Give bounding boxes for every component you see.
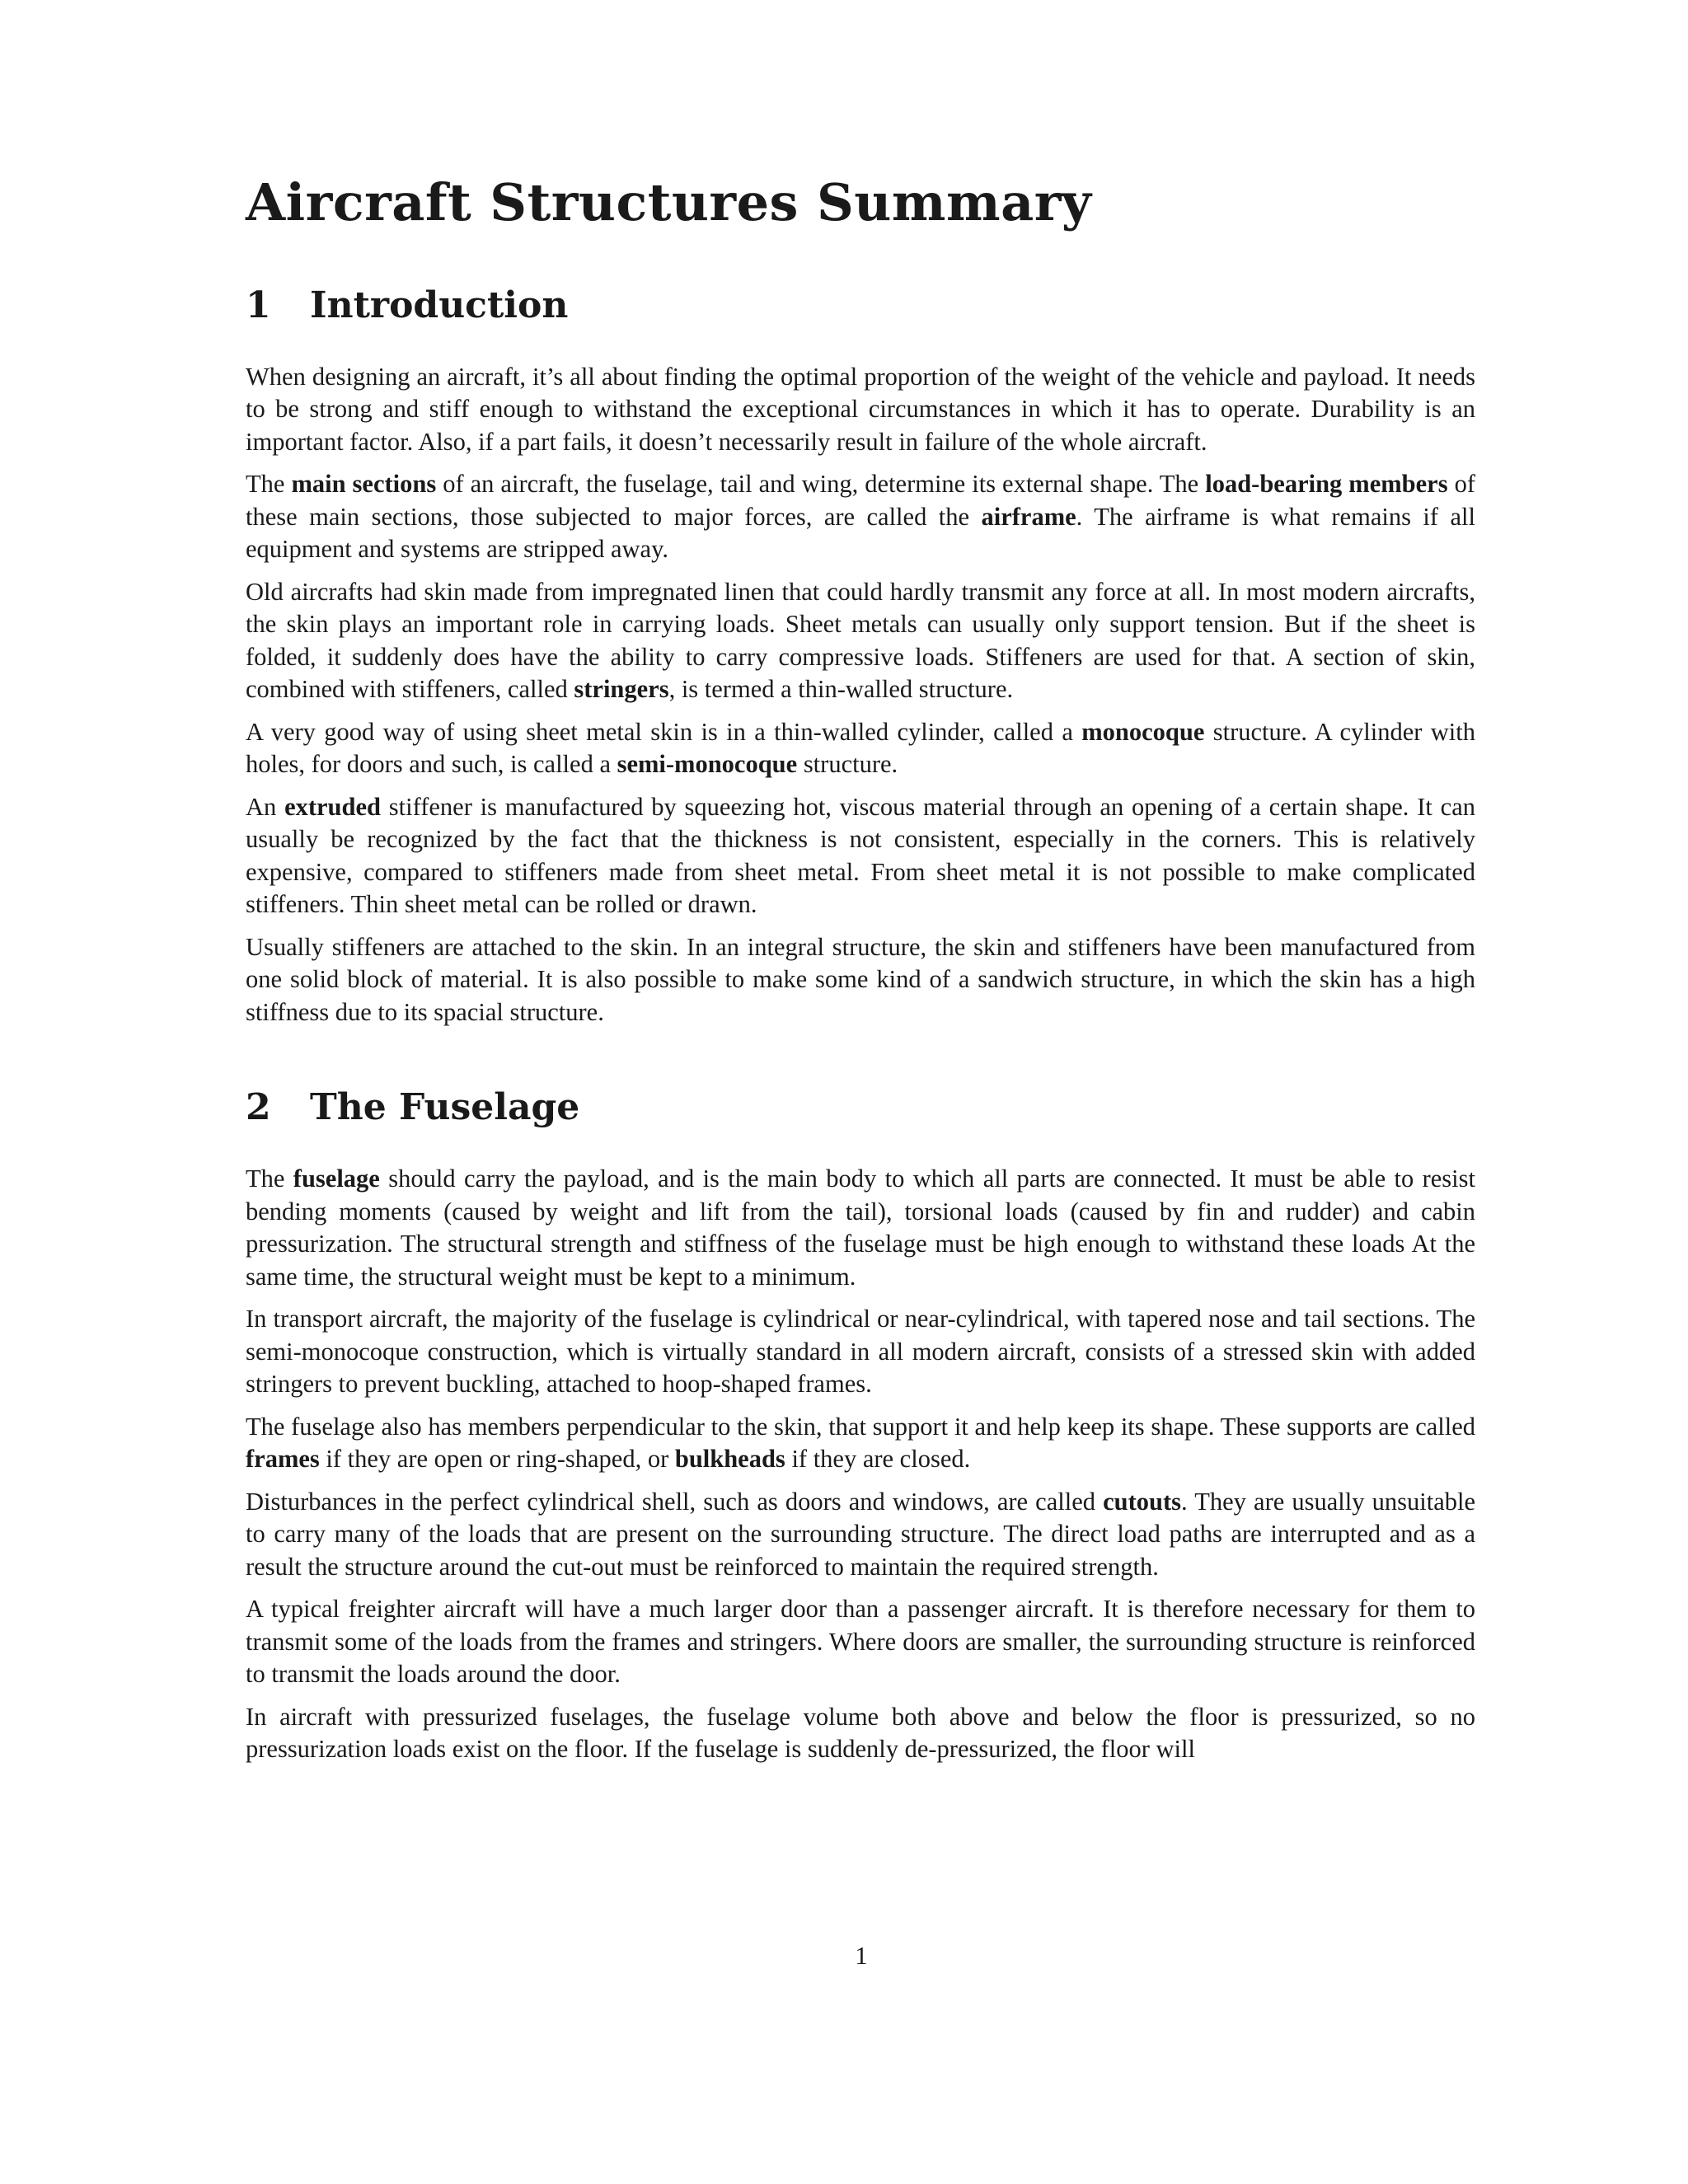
text-run: , is termed a thin-walled structure. [668,675,1014,704]
text-run: The fuselage also has members perpendicular to the skin, that support it and help keep its shape. These supports are called [246,1412,1475,1441]
paragraph [246,1303,1475,1401]
text-run: An [246,792,285,821]
bold-term: frames [246,1445,320,1474]
text-run: should carry the payload, and is the main body to which all parts are connected. It must be able to resist bending moments (caused by weight and lift from the tail), torsional loads (caused by fin and rudder) and cabin pressurization. The structural strength and stiffness of the fuselage must be high enough to withstand these loads At the same time, the structural weight must be kept to a minimum. [246,1165,1475,1291]
text-run: Usually stiffeners are attached to the skin. In an integral structure, the skin and stiffeners have been manufactured from one solid block of material. It is also possible to make some kind of a sandwich structure, in which the skin has a high stiffness due to its spacial structure. [246,932,1475,1026]
paragraph [246,361,1475,459]
section-title: The Fuselage [310,1086,580,1129]
paragraph [246,931,1475,1029]
bold-term: bulkheads [674,1445,785,1474]
text-run: . The airframe is what remains if all equipment and systems are stripped away. [246,502,1475,564]
text-run: structure. A cylinder with holes, for doors and such, is called a [246,717,1475,779]
paragraph [246,716,1475,781]
text-run: A typical freighter aircraft will have a much larger door than a passenger aircraft. It is therefore necessary for them to transmit some of the loads from the frames and stringers. Where doors are smaller, the surrounding structure is reinforced to transmit the loads around the door. [246,1595,1475,1689]
bold-term: load-bearing members [1205,470,1448,499]
paragraph [246,1411,1475,1476]
bold-term: stringers [574,675,669,704]
section-number: 1 [246,284,271,326]
text-run: A very good way of using sheet metal skin is in a thin-walled cylinder, called a [246,717,1082,746]
section-title: Introduction [310,284,569,326]
paragraph [246,1486,1475,1584]
bold-term: main sections [291,470,437,499]
text-run: stiffener is manufactured by squeezing hot, viscous material through an opening of a certain shape. It can usually be recognized by the fact that the thickness is not consistent, especially in the corners. This is relatively expensive, compared to stiffeners made from sheet metal. From sheet metal it is not possible to make complicated stiffeners. Thin sheet metal can be rolled or drawn. [246,792,1475,919]
text-run: When designing an aircraft, it’s all about finding the optimal proportion of the weight of the vehicle and payload. It needs to be strong and stiff enough to withstand the exceptional circumstances in which it has to operate. Durability is an important factor. Also, if a part fails, it doesn’t necessarily result in failure of the whole aircraft. [246,362,1475,456]
bold-term: monocoque [1081,717,1205,746]
text-run: The [246,1165,293,1193]
page-number: 1 [855,1942,868,1970]
section-number: 2 [246,1086,271,1129]
paragraph [246,791,1475,921]
section-1 [246,284,1475,1029]
paragraph [246,1593,1475,1691]
paragraph [246,576,1475,706]
text-run: if they are open or ring-shaped, or [319,1445,675,1474]
text-run: of these main sections, those subjected to major forces, are called the [246,470,1475,531]
paragraph [246,468,1475,566]
section-heading [246,1086,1475,1130]
bold-term: semi-monocoque [617,750,798,779]
document-title: Aircraft Structures Summary [246,172,1092,232]
text-run: In transport aircraft, the majority of the fuselage is cylindrical or near-cylindrical, with tapered nose and tail sections. The semi-monocoque construction, which is virtually standard in all modern aircraft, consists of a stressed skin with added stringers to prevent buckling, attached to hoop-shaped frames. [246,1305,1475,1399]
section-heading [246,284,1475,328]
text-run: The [246,470,292,499]
text-run: structure. [797,750,898,779]
text-run: of an aircraft, the fuselage, tail and wing, determine its external shape. The [436,470,1206,499]
sections-container [246,284,1475,1766]
bold-term: airframe [981,502,1076,531]
section-2 [246,1086,1475,1765]
bold-term: fuselage [293,1165,380,1193]
text-run: . They are usually unsuitable to carry many of the loads that are present on the surrounding structure. The direct load paths are interrupted and as a result the structure around the cut-out must be reinforced to maintain the required strength. [246,1487,1475,1581]
paragraph [246,1701,1475,1766]
document-body [246,284,1475,1824]
text-run: Disturbances in the perfect cylindrical shell, such as doors and windows, are called [246,1487,1104,1516]
text-run: if they are closed. [785,1445,971,1474]
text-run: In aircraft with pressurized fuselages, the fuselage volume both above and below the floor is pressurized, so no pressurization loads exist on the floor. If the fuselage is suddenly de-pressurized, the floor will [246,1702,1475,1764]
bold-term: cutouts [1103,1487,1182,1516]
paragraph [246,1163,1475,1293]
bold-term: extruded [284,792,381,821]
text-run: Old aircrafts had skin made from impregnated linen that could hardly transmit any force at all. In most modern aircrafts, the skin plays an important role in carrying loads. Sheet metals can usually only support tension. But if the sheet is folded, it suddenly does have the ability to carry compressive loads. Stiffeners are used for that. A section of skin, combined with stiffeners, called [246,577,1475,704]
